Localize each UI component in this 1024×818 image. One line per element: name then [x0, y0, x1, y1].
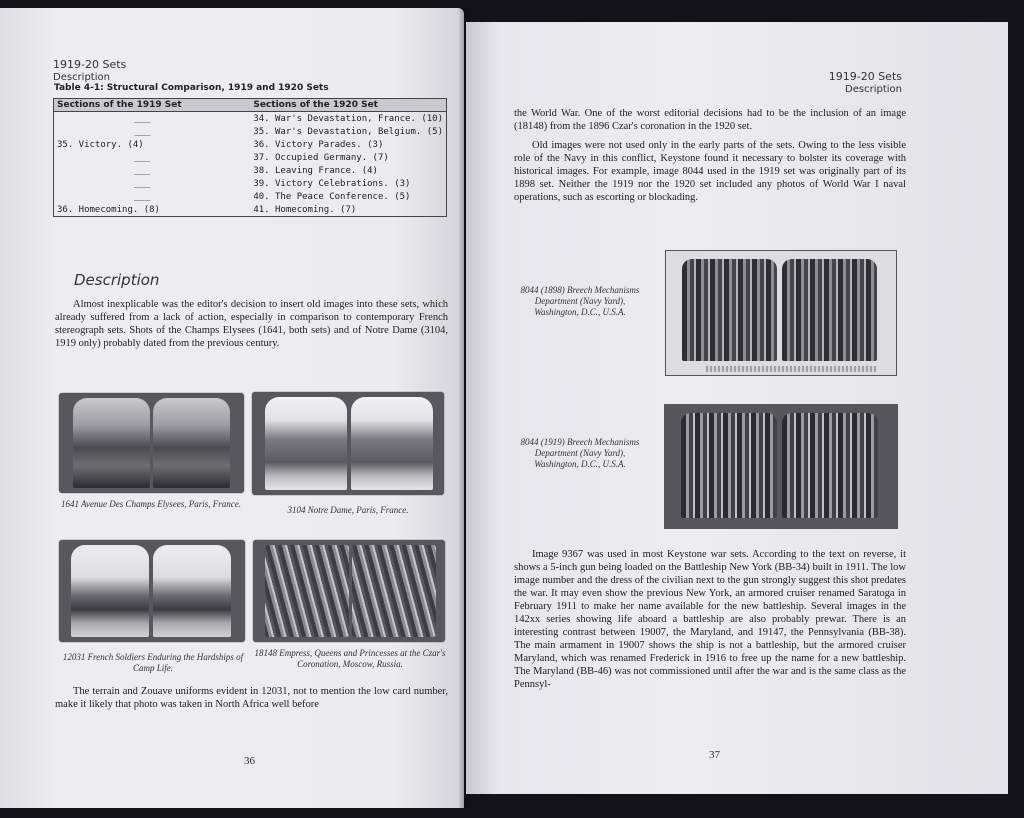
- table-cell-1920: 40. The Peace Conference. (5): [253, 191, 411, 202]
- table-cell-1919: 36. Homecoming. (8): [57, 204, 160, 215]
- photo-caption: 8044 (1919) Breech Mechanisms Department (Navy Yard), Washington, D.C., U.S.A.: [520, 437, 640, 469]
- table-row: [54, 138, 447, 151]
- photo-caption: 3104 Notre Dame, Paris, France.: [287, 505, 409, 515]
- running-head-subtitle: Description: [53, 72, 110, 83]
- card-imprint-text: [706, 366, 876, 372]
- table-header-1919: Sections of the 1919 Set: [54, 99, 251, 112]
- table-row: [54, 164, 447, 177]
- table-cell-1919: 35. Victory. (4): [57, 139, 144, 150]
- running-head-title: 1919-20 Sets: [53, 58, 127, 71]
- paragraph-text: The terrain and Zouave uniforms evident in 12031, not to mention the low card number, make it likely that photo was taken in North Africa well before: [55, 686, 448, 710]
- paragraph-text: the World War. One of the worst editorial decisions had to be the inclusion of an image (18148) from the 1896 Czar's coronation in the 1920 set.: [514, 108, 906, 132]
- table-cell-1919: ___: [134, 178, 151, 189]
- table-cell-1920: 36. Victory Parades. (3): [253, 139, 384, 150]
- table-header-row: [54, 99, 447, 112]
- body-paragraph: [55, 298, 448, 356]
- table-cell-1920: 38. Leaving France. (4): [253, 165, 378, 176]
- body-paragraph: [514, 107, 906, 210]
- body-paragraph: [55, 685, 448, 717]
- table-row: [54, 190, 447, 203]
- table-cell-1920: 41. Homecoming. (7): [253, 204, 357, 215]
- page-number: 37: [709, 749, 720, 761]
- table-cell-1919: ___: [134, 152, 151, 163]
- table-row: [54, 112, 447, 126]
- table-cell-1919: ___: [134, 126, 151, 137]
- card-side-imprint: [668, 261, 680, 361]
- table-header-1920: Sections of the 1920 Set: [250, 99, 446, 112]
- running-head-left: [53, 58, 126, 84]
- comparison-table: [53, 98, 447, 217]
- stereograph-photo-notre-dame: [252, 392, 444, 495]
- table-cell-1920: 39. Victory Celebrations. (3): [253, 178, 411, 189]
- table-cell-1920: 35. War's Devastation, Belgium. (5): [253, 126, 443, 137]
- table-cell-1919: ___: [134, 165, 151, 176]
- page-number: 36: [244, 755, 255, 767]
- running-head-right: [800, 70, 902, 96]
- table-row: [54, 125, 447, 138]
- stereograph-photo-champs-elysees: [59, 393, 244, 493]
- running-head-subtitle: Description: [845, 84, 902, 95]
- stereograph-card-1898: [665, 250, 897, 376]
- paragraph-text: Old images were not used only in the early parts of the sets. Owing to the less visible role of the Navy in this conflict, Keystone found it necessary to bolster its coverage with historical images. For example, image 8044 used in the 1919 set was originally part of its 1898 set. Neither the 1919 nor the 1920 set included any photos of World War I naval operations, such as escorting or blockading.: [514, 140, 906, 203]
- body-paragraph: [514, 548, 906, 697]
- table-row: [54, 151, 447, 164]
- table-cell-1919: ___: [134, 113, 151, 124]
- running-head-title: 1919-20 Sets: [828, 70, 902, 83]
- section-heading: Description: [74, 271, 160, 289]
- table-row: [54, 177, 447, 190]
- photo-caption: 1641 Avenue Des Champs Elysees, Paris, France.: [60, 499, 242, 509]
- photo-caption: 8044 (1898) Breech Mechanisms Department (Navy Yard), Washington, D.C., U.S.A.: [520, 285, 640, 317]
- stereograph-photo-french-soldiers: [59, 540, 245, 642]
- table-cell-1920: 37. Occupied Germany. (7): [253, 152, 389, 163]
- stereograph-photo-czar-coronation: [253, 540, 445, 642]
- table-row: [54, 203, 447, 217]
- photo-caption: 18148 Empress, Queens and Princesses at the Czar's Coronation, Moscow, Russia.: [254, 648, 446, 669]
- table-cell-1919: ___: [134, 191, 151, 202]
- photo-caption: 12031 French Soldiers Enduring the Hardships of Camp Life.: [62, 652, 244, 673]
- table-caption: Table 4-1: Structural Comparison, 1919 and 1920 Sets: [54, 83, 329, 93]
- table-cell-1920: 34. War's Devastation, France. (10): [253, 113, 443, 124]
- paragraph-text: Almost inexplicable was the editor's decision to insert old images into these sets, which already suffered from a lack of action, especially in comparison to contemporary French stereograph sets. Shots of the Champs Elysees (1641, both sets) and of Notre Dame (3104, 1919 only) probably dated from the previous century.: [55, 299, 448, 349]
- paragraph-text: Image 9367 was used in most Keystone war sets. According to the text on reverse, it shows a 5-inch gun being loaded on the Battleship New York (BB-34) built in 1911. The low image number and the dress of the civilian next to the gun strongly suggest this shot predates the war. It may even show the previous New York, an armored cruiser renamed Saratoga in February 1911 to make her name available for the new battleship. Several images in the 142xx series showing life aboard a battleship are also probably prewar. There is an interesting contrast between 19007, the Maryland, and 19147, the Pennsylvania (BB-38). The main armament in 19007 shows the ship is not a battleship, but the armored cruiser Maryland, which was renamed Frederick in 1916 to free up the name for a new battleship. The Maryland (BB-46) was not commissioned until after the war and is the same class as the Pennsyl-: [514, 549, 906, 690]
- stereograph-card-1919: [664, 404, 898, 529]
